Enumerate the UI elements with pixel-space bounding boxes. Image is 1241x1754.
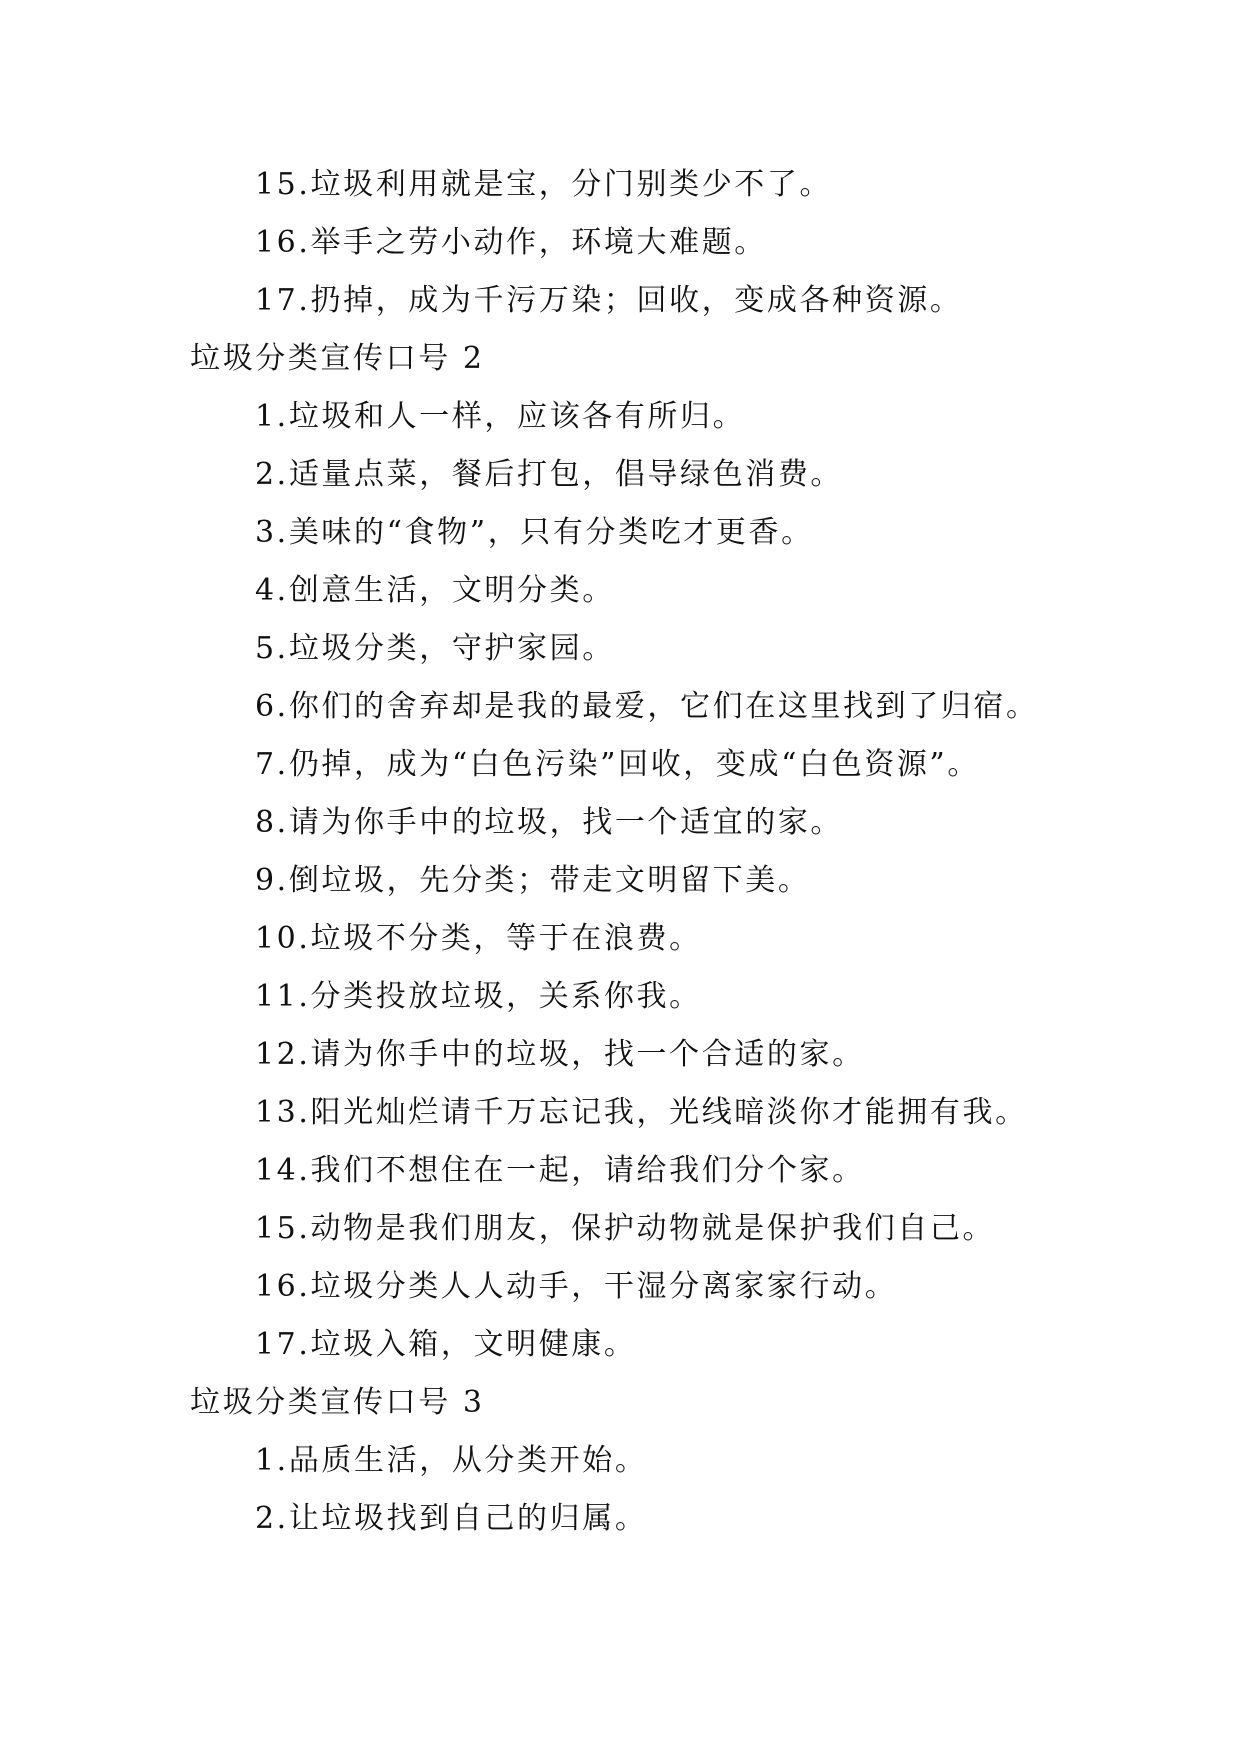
list-item: 1.垃圾和人一样，应该各有所归。 [255,399,746,434]
list-item: 14.我们不想住在一起，请给我们分个家。 [255,1153,865,1188]
list-item: 17.垃圾入箱，文明健康。 [255,1327,637,1362]
list-item: 10.垃圾不分类，等于在浪费。 [255,921,702,956]
list-item: 12.请为你手中的垃圾，找一个合适的家。 [255,1037,865,1072]
list-item: 9.倒垃圾，先分类；带走文明留下美。 [255,863,811,898]
list-item: 15.动物是我们朋友，保护动物就是保护我们自己。 [255,1211,996,1246]
list-item: 16.举手之劳小动作，环境大难题。 [255,225,767,260]
list-item: 3.美味的“食物”，只有分类吃才更香。 [255,515,814,550]
list-item: 13.阳光灿烂请千万忘记我，光线暗淡你才能拥有我。 [255,1095,1028,1130]
list-item: 7.仍掉，成为“白色污染”回收，变成“白色资源”。 [255,747,980,782]
list-item: 2.让垃圾找到自己的归属。 [255,1501,648,1536]
list-item: 8.请为你手中的垃圾，找一个适宜的家。 [255,805,844,840]
list-item: 2.适量点菜，餐后打包，倡导绿色消费。 [255,457,844,492]
list-item: 1.品质生活，从分类开始。 [255,1443,648,1478]
section-heading: 垃圾分类宣传口号 2 [190,341,485,376]
list-item: 5.垃圾分类，守护家园。 [255,631,615,666]
list-item: 6.你们的舍弃却是我的最爱，它们在这里找到了归宿。 [255,689,1039,724]
list-item: 11.分类投放垃圾，关系你我。 [255,979,702,1014]
section-heading: 垃圾分类宣传口号 3 [190,1385,485,1420]
list-item: 4.创意生活，文明分类。 [255,573,615,608]
list-item: 16.垃圾分类人人动手，干湿分离家家行动。 [255,1269,898,1304]
list-item: 15.垃圾利用就是宝，分门别类少不了。 [255,167,833,202]
list-item: 17.扔掉，成为千污万染；回收，变成各种资源。 [255,283,963,318]
